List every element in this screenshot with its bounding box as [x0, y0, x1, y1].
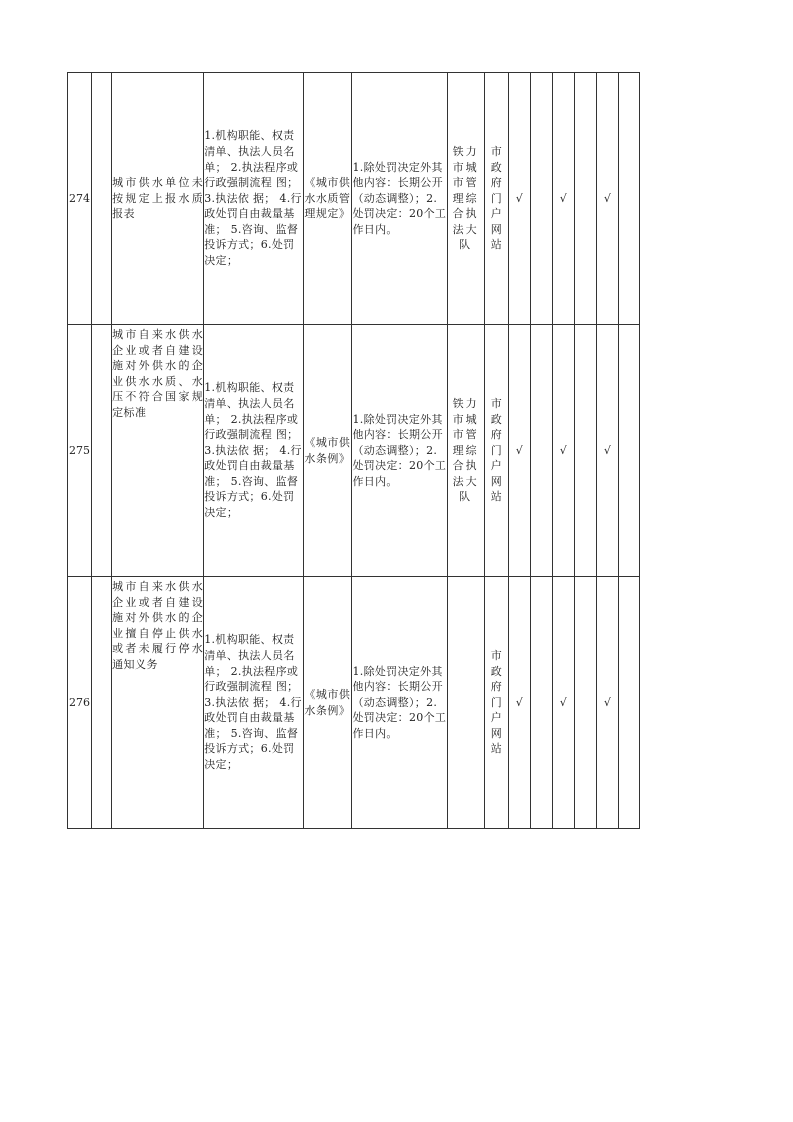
check-mark: √	[552, 325, 574, 577]
check-mark: √	[596, 577, 618, 829]
agency-cell	[447, 325, 484, 577]
disclosure-content: 1.机构职能、权责清单、执法人员名单； 2.执法程序或行政强制流程 图； 3.执法依 据； 4.行政处罚自由裁量基准； 5.咨询、监督投诉方式；6.处罚决定；	[204, 73, 304, 325]
row-number: 276	[68, 577, 92, 829]
item-name: 城市自来水供水企业或者自建设施对外供水的企业供水水质、水压不符合国家规定标准	[112, 325, 204, 577]
disclosure-period: 1.除处罚决定外其他内容：长期公开（动态调整）；2.处罚决定：20个工作日内。	[352, 325, 447, 577]
disclosure-channel: 市政府门户网站	[490, 145, 502, 252]
check-mark: √	[552, 73, 574, 325]
channel-cell	[484, 73, 508, 325]
row-number: 275	[68, 325, 92, 577]
check-mark	[530, 577, 552, 829]
item-name: 城市供水单位未按规定上报水质报表	[112, 73, 204, 325]
disclosure-content: 1.机构职能、权责清单、执法人员名单； 2.执法程序或行政强制流程 图； 3.执法依 据； 4.行政处罚自由裁量基准； 5.咨询、监督投诉方式；6.处罚决定；	[204, 577, 304, 829]
legal-basis: 《城市供水水质管理规定》	[304, 73, 352, 325]
disclosure-period: 1.除处罚决定外其他内容：长期公开（动态调整）；2.处罚决定：20个工作日内。	[352, 577, 447, 829]
disclosure-table	[67, 72, 640, 829]
disclosure-period: 1.除处罚决定外其他内容：长期公开（动态调整）；2.处罚决定：20个工作日内。	[352, 73, 447, 325]
disclosure-channel: 市政府门户网站	[490, 649, 502, 756]
table-row	[68, 325, 640, 577]
check-mark	[618, 325, 639, 577]
check-mark: √	[552, 577, 574, 829]
agency-name: 铁力市城市管理综合执法大队	[452, 397, 479, 504]
disclosure-channel: 市政府门户网站	[490, 397, 502, 504]
check-mark: √	[596, 73, 618, 325]
check-mark	[618, 73, 639, 325]
spacer-cell	[92, 73, 112, 325]
check-mark	[530, 73, 552, 325]
agency-name: 铁力市城市管理综合执法大队	[452, 145, 479, 252]
check-mark: √	[508, 577, 530, 829]
item-name: 城市自来水供水企业或者自建设施对外供水的企业擅自停止供水或者未履行停水通知义务	[112, 577, 204, 829]
check-mark: √	[596, 325, 618, 577]
check-mark	[574, 325, 596, 577]
disclosure-content: 1.机构职能、权责清单、执法人员名单； 2.执法程序或行政强制流程 图； 3.执法依 据； 4.行政处罚自由裁量基准； 5.咨询、监督投诉方式；6.处罚决定；	[204, 325, 304, 577]
check-mark	[574, 73, 596, 325]
agency-cell	[447, 577, 484, 829]
table-row	[68, 73, 640, 325]
channel-cell	[484, 325, 508, 577]
agency-cell	[447, 73, 484, 325]
legal-basis: 《城市供水条例》	[304, 325, 352, 577]
legal-basis: 《城市供水条例》	[304, 577, 352, 829]
channel-cell	[484, 577, 508, 829]
spacer-cell	[92, 577, 112, 829]
check-mark: √	[508, 73, 530, 325]
row-number: 274	[68, 73, 92, 325]
check-mark: √	[508, 325, 530, 577]
check-mark	[574, 577, 596, 829]
spacer-cell	[92, 325, 112, 577]
check-mark	[530, 325, 552, 577]
check-mark	[618, 577, 639, 829]
table-row	[68, 577, 640, 829]
